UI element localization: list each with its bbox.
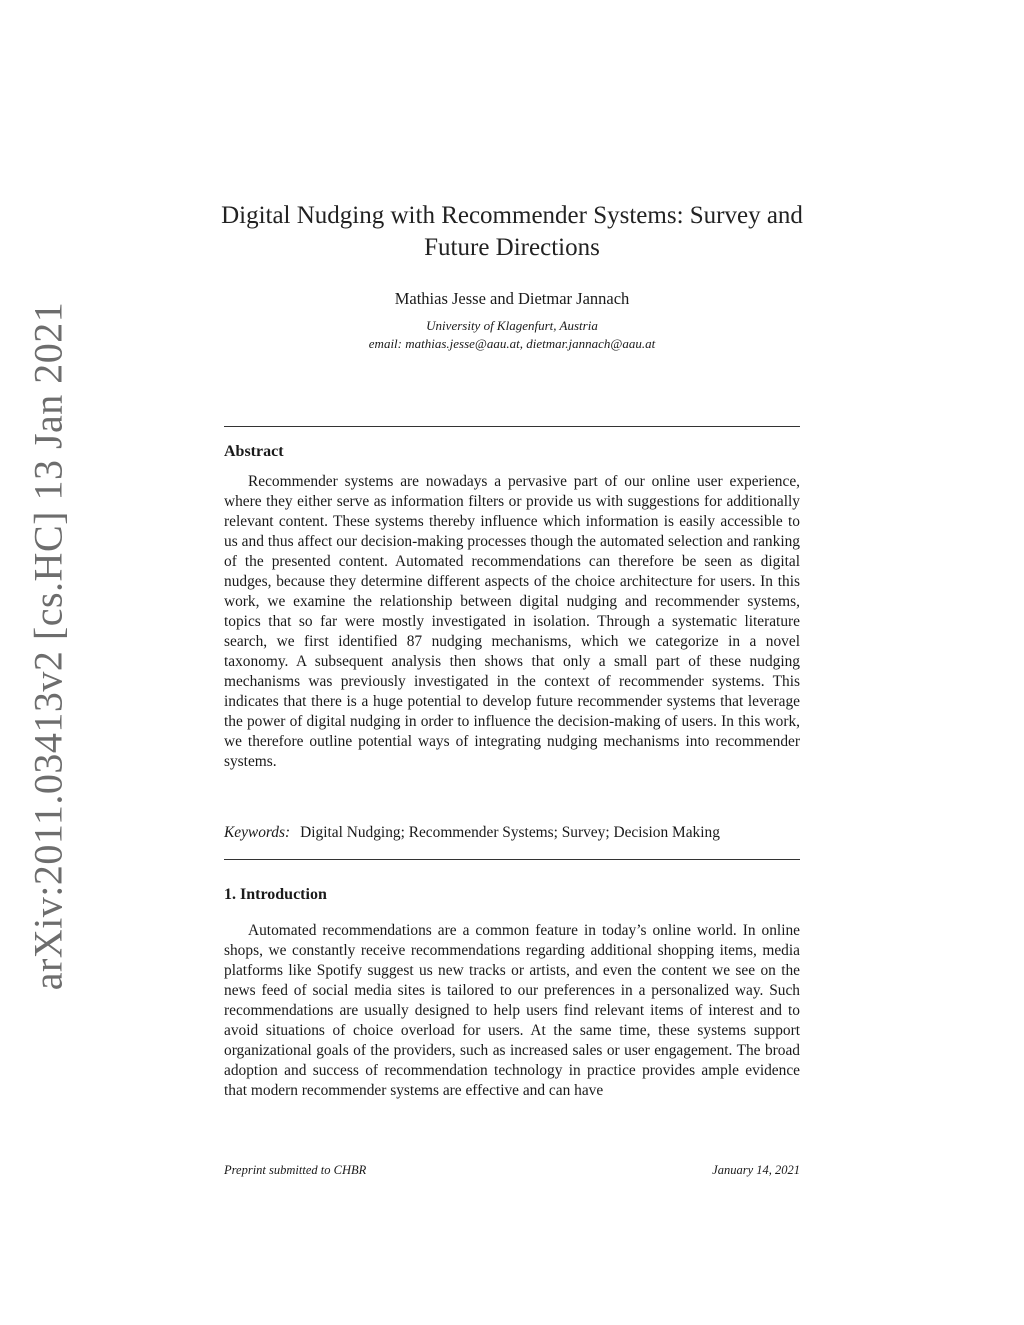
author-email: email: mathias.jesse@aau.at, dietmar.jannach@aau.at [368,336,656,351]
abstract-top-rule [224,426,800,427]
keywords-text: Digital Nudging; Recommender Systems; Survey; Decision Making [300,824,720,841]
footer-preprint-note: Preprint submitted to CHBR [224,1163,367,1177]
arxiv-identifier: arXiv:2011.03413v2 [cs.HC] 13 Jan 2021 [25,301,71,991]
paper-title: Digital Nudging with Recommender Systems: Survey and Future Directions [221,202,803,261]
footer-date: January 14, 2021 [712,1163,800,1177]
paper-authors: Mathias Jesse and Dietmar Jannach [394,289,630,308]
abstract-text: Recommender systems are nowadays a pervasive part of our online user experience, where they either serve as information filters or provide us with suggestions for additionally relevant content. These systems thereby influence which information is easily accessible to us and thus affect our decision-making processes though the automated selection and ranking of the presented content. Automated recommendations can therefore be seen as digital nudges, because they determine different aspects of the choice architecture for users. In this work, we examine the relationship between digital nudging and recommender systems, topics that so far were mostly investigated in isolation. Through a systematic literature search, we first identified 87 nudging mechanisms, which we categorize in a novel taxonomy. A subsequent analysis then shows that only a small part of these nudging mechanisms was previously investigated in the context of recommender systems. This indicates that there is a huge potential to develop future recommender systems that leverage the power of digital nudging in order to influence the decision-making of users. In this work, we therefore outline potential ways of integrating nudging mechanisms into recommender systems. [224,473,800,770]
introduction-paragraph: Automated recommendations are a common feature in today’s online world. In online shops, we constantly receive recommendations regarding additional shopping items, media platforms like Spotify suggest us new tracks or artists, and even the content we see on the news feed of social media sites is tailored to our preferences in a personalized way. Such recommendations are usually designed to help users find relevant items of interest and to avoid situations of choice overload for users. At the same time, these systems support organizational goals of the providers, such as increased sales or user engagement. The broad adoption and success of recommendation technology in practice provides ample evidence that modern recommender systems are effective and can have [224,922,800,1099]
author-affiliation: University of Klagenfurt, Austria [426,318,598,333]
keywords-label: Keywords: [224,824,291,841]
abstract-heading: Abstract [224,443,284,460]
section-heading-introduction: 1. Introduction [224,886,327,903]
keywords [224,823,800,843]
abstract-bottom-rule [224,859,800,860]
